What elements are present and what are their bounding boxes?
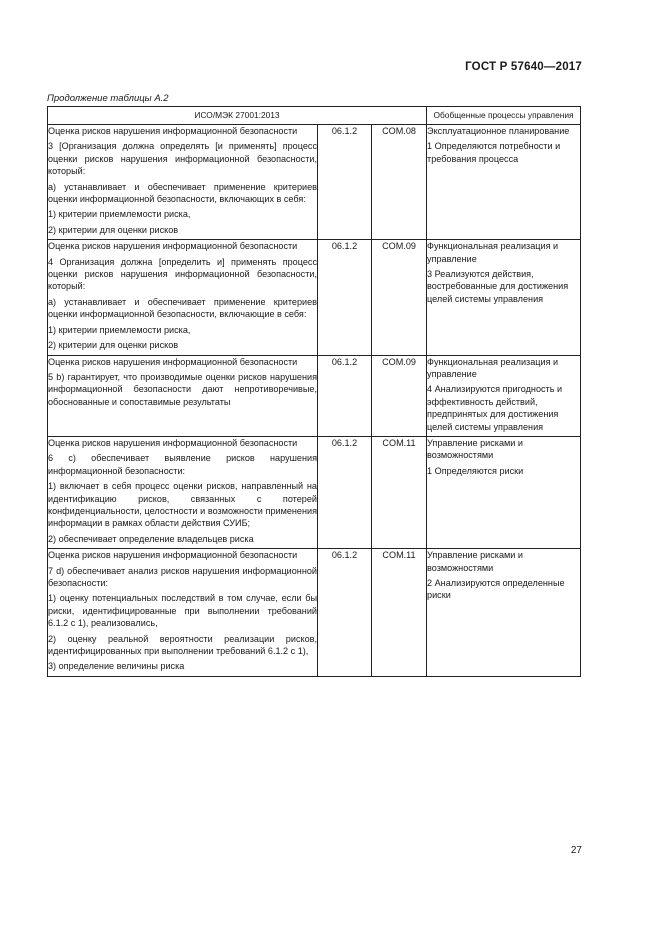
- requirement-text-cell: [48, 125, 318, 240]
- process-cell: [427, 549, 581, 677]
- table-row: [48, 436, 581, 548]
- requirement-paragraph: 2) критерии для оценки рисков: [48, 224, 179, 235]
- requirement-paragraph: 2) критерии для оценки рисков: [48, 340, 179, 351]
- table-row: [48, 125, 581, 240]
- requirement-paragraph: 3 [Организация должна определять [и применять] процесс оценки рисков нарушения информационной безопасности, который:: [48, 141, 317, 177]
- process-paragraph: 1 Определяются риски: [427, 465, 524, 476]
- table-row: [48, 549, 581, 677]
- iso-clause-cell: 06.1.2: [318, 549, 372, 677]
- process-paragraph: 1 Определяются потребности и требования процесса: [427, 141, 561, 164]
- column-header-processes: Обобщенные процессы управления: [427, 107, 581, 125]
- requirement-text-cell: [48, 549, 318, 677]
- mapping-table: [47, 106, 581, 677]
- requirement-paragraph: 2) оценку реальной вероятности реализации рисков, идентифицированных при выполнении требований 6.1.2 с 1),: [48, 633, 317, 657]
- table-row: [48, 355, 581, 436]
- requirement-text-cell: [48, 240, 318, 355]
- iso-clause-cell: 06.1.2: [318, 240, 372, 355]
- page-number: 27: [570, 845, 582, 856]
- com-code-cell: COM.11: [372, 436, 427, 548]
- requirement-paragraph: Оценка рисков нарушения информационной безопасности: [48, 241, 298, 252]
- column-header-iso: ИСО/МЭК 27001:2013: [48, 107, 427, 125]
- process-paragraph: 2 Анализируются определенные риски: [427, 578, 565, 601]
- process-paragraph: Функциональная реализация и управление: [427, 356, 559, 379]
- iso-clause-cell: 06.1.2: [318, 355, 372, 436]
- process-cell: [427, 240, 581, 355]
- com-code-cell: COM.08: [372, 125, 427, 240]
- com-code-cell: COM.11: [372, 549, 427, 677]
- requirement-paragraph: 1) критерии приемлемости риска,: [48, 209, 191, 220]
- requirement-paragraph: 3) определение величины риска: [48, 661, 185, 672]
- requirement-paragraph: Оценка рисков нарушения информационной безопасности: [48, 126, 298, 136]
- requirement-paragraph: 1) включает в себя процесс оценки рисков, направленный на идентификацию рисков, связанных с потерей конфиденциальности, целостности и возможности применения информации в рамках области действия СУИБ;: [48, 481, 317, 529]
- requirement-paragraph: 5 b) гарантирует, что производимые оценки рисков нарушения информационной безопасности дают непротиворечивые, обоснованные и сопоставимые результаты: [48, 371, 317, 407]
- requirement-text-cell: [48, 355, 318, 436]
- requirement-paragraph: 7 d) обеспечивает анализ рисков нарушения информационной безопасности:: [48, 565, 317, 588]
- process-paragraph: 3 Реализуются действия, востребованные для достижения целей системы управления: [427, 269, 569, 304]
- process-paragraph: Управление рисками и возможностями: [427, 437, 523, 461]
- requirement-text-cell: [48, 436, 318, 548]
- table-row: [48, 240, 581, 355]
- requirement-paragraph: 1) критерии приемлемости риска,: [48, 324, 191, 335]
- process-cell: [427, 436, 581, 548]
- requirement-paragraph: 4 Организация должна [определить и] применять процесс оценки рисков нарушения информационной безопасности, который:: [48, 256, 317, 292]
- table-header-row: [48, 107, 581, 125]
- document-code: ГОСТ Р 57640—2017: [465, 61, 582, 73]
- requirement-paragraph: а) устанавливает и обеспечивает применение критериев оценки информационной безопасности, включающих в себя:: [48, 181, 317, 205]
- process-paragraph: 4 Анализируются пригодность и эффективность действий, предпринятых для достижения целей системы управления: [427, 384, 563, 432]
- com-code-cell: COM.09: [372, 355, 427, 436]
- process-paragraph: Функциональная реализация и управление: [427, 241, 559, 264]
- requirement-paragraph: 1) оценку потенциальных последствий в том случае, если бы риски, идентифицированные при выполнении требований 6.1.2 с 1), реализовались,: [48, 593, 317, 629]
- iso-clause-cell: 06.1.2: [318, 436, 372, 548]
- requirement-paragraph: Оценка рисков нарушения информационной безопасности: [48, 437, 298, 448]
- process-paragraph: Эксплуатационное планирование: [427, 126, 570, 136]
- requirement-paragraph: Оценка рисков нарушения информационной безопасности: [48, 550, 298, 561]
- process-cell: [427, 355, 581, 436]
- process-cell: [427, 125, 581, 240]
- requirement-paragraph: 2) обеспечивает определение владельцев риска: [48, 533, 254, 544]
- requirement-paragraph: Оценка рисков нарушения информационной безопасности: [48, 356, 298, 367]
- iso-clause-cell: 06.1.2: [318, 125, 372, 240]
- requirement-paragraph: а) устанавливает и обеспечивает применение критериев оценки информационной безопасности, включающие в себя:: [48, 296, 317, 320]
- process-paragraph: Управление рисками и возможностями: [427, 550, 523, 573]
- requirement-paragraph: 6 с) обеспечивает выявление рисков нарушения информационной безопасности:: [48, 453, 317, 476]
- com-code-cell: COM.09: [372, 240, 427, 355]
- table-caption: Продолжение таблицы А.2: [47, 93, 169, 104]
